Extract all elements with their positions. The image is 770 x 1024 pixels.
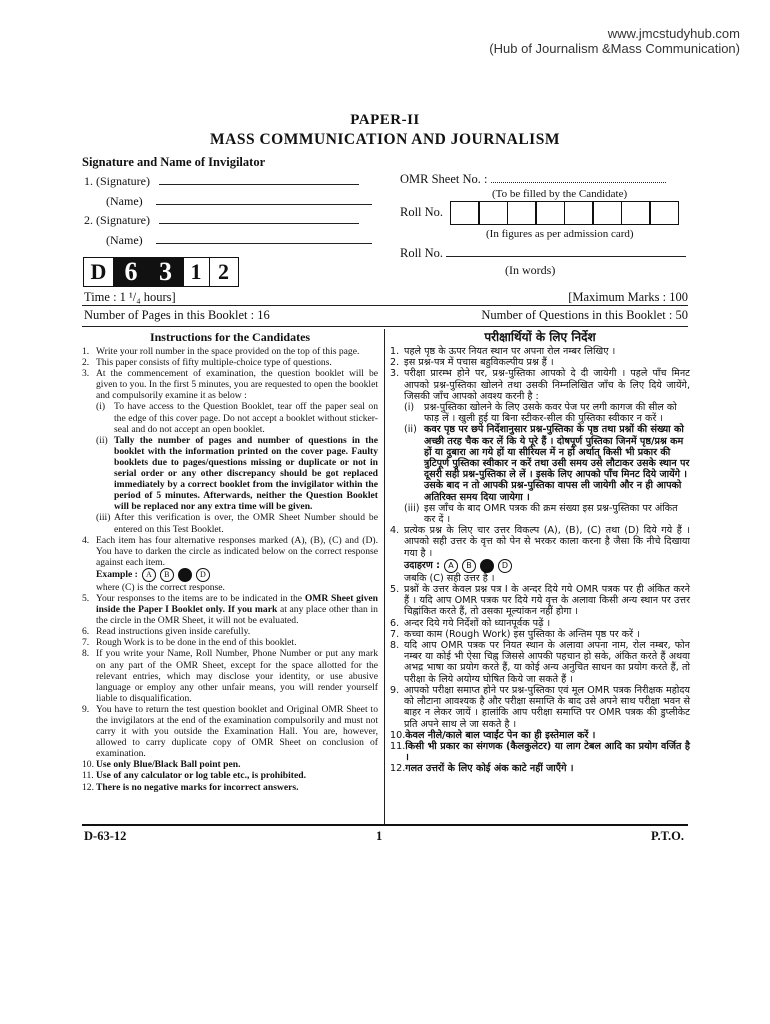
question-count: Number of Questions in this Booklet : 50 [481,308,688,322]
instruction-item: 2. This paper consists of fifty multiple-choice type of questions. [82,357,332,369]
instruction-item: 10. Use only Blue/Black Ball point pen. [82,759,241,771]
invigilator-signature-2: 2. (Signature) [84,213,359,228]
instruction-item: 7. कच्चा काम (Rough Work) इस पुस्तिका के अन्तिम पृष्ठ पर करें । [390,628,640,640]
roll-words-note: (In words) [505,263,556,277]
instruction-subitem: (i) To have access to the Question Booklet, tear off the paper seal on the edge of this cover page. Do not accept a booklet without sticker-seal and do not accept an open booklet. [96,401,378,435]
instruction-item: 9. आपको परीक्षा समाप्त होने पर प्रश्न-पुस्तिका एवं मूल OMR पत्रक निरीक्षक महोदय को लौटाना आवश्यक है और परीक्षा समाप्ति के बाद उसे अपने साथ परीक्षा भवन से बाहर न लेकर जायें । हालांकि आप परीक्षा समाप्ति पर OMR पत्रक की डुप्लीकेट प्रति अपने साथ ले जा सकते है । [390,684,690,730]
instruction-item: 3. At the commencement of examination, the question booklet will be given to you. In the first 5 minutes, you are requested to open the booklet and compulsorily examine it as below : [82,368,378,402]
invigilator-signature-1: 1. (Signature) [84,174,359,189]
roll-box [507,201,537,225]
column-divider [384,329,385,824]
instruction-item: 8. यदि आप OMR पत्रक पर नियत स्थान के अलावा अपना नाम, रोल नम्बर, फोन नम्बर या कोई भी ऐसा चिह्न जिससे आपकी पहचान हो सके, अंकित करते हैं अथवा अभद्र भाषा का प्रयोग करते हैं, या कोई अन्य अनुचित साधन का प्रयोग करते हैं, तो परीक्षा के लिये अयोग्य घोषित किये जा सकते हैं । [390,640,690,685]
instruction-subitem: (iii) इस जाँच के बाद OMR पत्रक की क्रम संख्या इस प्रश्न-पुस्तिका पर अंकित कर दें । [404,502,678,526]
instruction-item: 3. परीक्षा प्रारम्भ होने पर, प्रश्न-पुस्तिका आपको दे दी जायेगी । पहले पाँच मिनट आपको प्रश्न-पुस्तिका खोलने तथा उसकी निम्नलिखित जाँच के लिए दिये जायेंगे, जिसकी जाँच आपको अवश्य करनी है : [390,368,690,402]
paper-subject: MASS COMMUNICATION AND JOURNALISM [210,131,560,148]
omr-note: (To be filled by the Candidate) [492,188,628,200]
answer-example-hindi: उदाहरण : A B D [404,559,690,573]
paper-code-boxes [84,257,239,287]
instruction-subitem: (ii) कवर पृष्ठ पर छपे निर्देशानुसार प्रश्न-पुस्तिका के पृष्ठ तथा प्रश्नों की संख्या को अच्छी तरह चैक कर लें कि ये पूरे हैं । दोषपूर्ण पुस्तिका जिनमें पृष्ठ/प्रश्न कम हों या दुबारा आ गये हों या सीरियल में न हों अर्थात् किसी भी प्रकार की त्रुटिपूर्ण पुस्तिका स्वीकार न करें तथा उसी समय उसे लौटाकर उसके स्थान पर दूसरी सही प्रश्न-पुस्तिका ले लें । इसके लिए आपको पाँच मिनट दिये जायेंगे । उसके बाद न तो आपकी प्रश्न-पुस्तिका वापस ली जायेगी और न ही आपको अतिरिक्त समय दिया जायेगा । [404,424,690,503]
english-instructions [82,330,378,793]
roll-number-note: (In figures as per admission card) [486,228,634,240]
roll-number-label: Roll No. [400,205,444,219]
footer-page-number: 1 [376,829,383,843]
instruction-item: 11. Use of any calculator or log table etc., is prohibited. [82,770,306,782]
instruction-item: 2. इस प्रश्न-पत्र में पचास बहुविकल्पीय प्रश्न हैं । [390,357,554,369]
omr-sheet-field: OMR Sheet No. : [400,172,666,187]
instruction-item: 5. Your responses to the items are to be indicated in the OMR Sheet given inside the Paper I Booklet only. If you mark at any place other than in the circle in the OMR Sheet, it will not be evaluated. [82,592,379,627]
example-note: where (C) is the correct response. [96,581,225,593]
site-url[interactable]: www.jmcstudyhub.com [607,26,740,41]
roll-box [621,201,651,225]
code-digit: 6 [113,257,149,287]
instruction-subitem: (i) प्रश्न-पुस्तिका खोलने के लिए उसके कवर पेज पर लगी कागज की सील को फाड़ लें । खुली हुई या बिना स्टीकर-सील की पुस्तिका स्वीकार न करें । [404,402,677,425]
instruction-item: 1. पहले पृष्ठ के ऊपर नियत स्थान पर अपना रोल नम्बर लिखिए । [390,346,616,357]
code-digit: 2 [209,257,239,287]
instruction-subitem: (iii) After this verification is over, the OMR Sheet Number should be entered on this Test Booklet. [96,512,378,535]
option-d-circle: D [498,559,512,573]
instruction-item: 4. प्रत्येक प्रश्न के लिए चार उत्तर विकल्प (A), (B), (C) तथा (D) दिये गये हैं । आपको सही उत्तर के वृत्त को पेन से भरकर काला करना है जैसा कि नीचे दिखाया गया है । [390,525,690,559]
maximum-marks: [Maximum Marks : 100 [568,290,688,304]
instruction-item: 7. Rough Work is to be done in the end of this booklet. [82,637,297,649]
roll-box [535,201,565,225]
instruction-item: 4. Each item has four alternative responses marked (A), (B), (C) and (D). You have to darken the circle as indicated below on the correct response against each item. [82,534,378,568]
instruction-item: 12. There is no negative marks for incorrect answers. [82,781,299,793]
answer-example: Example : A B D [96,568,378,582]
roll-box [564,201,594,225]
instruction-item: 5. प्रश्नों के उत्तर केवल प्रश्न पत्र I के अन्दर दिये गये OMR पत्रक पर ही अंकित करने हैं । यदि आप OMR पत्रक पर दिये गये वृत्त के अलावा किसी अन्य स्थान पर उत्तर चिह्नांकित करते हैं, तो उसका मूल्यांकन नहीं होगा । [390,584,690,618]
english-heading: Instructions for the Candidates [149,330,311,344]
footer-pto: P.T.O. [651,829,684,843]
roll-box [478,201,508,225]
roll-box [649,201,679,225]
code-digit: 3 [148,257,184,287]
invigilator-heading: Signature and Name of Invigilator [82,155,266,169]
instruction-item: 1. Write your roll number in the space provided on the top of this page. [82,346,360,357]
invigilator-name-2: (Name) [106,233,372,248]
roll-number-boxes [451,201,679,225]
instruction-item: 9. You have to return the test question booklet and Original OMR Sheet to the invigilators at the end of the examination compulsorily and must not carry it with you outside the Examination Hall. You are, however, allowed to carry duplicate copy of OMR Sheet on conclusion of examination. [82,703,378,760]
page-count: Number of Pages in this Booklet : 16 [84,308,270,322]
invigilator-name-1: (Name) [106,194,372,209]
instruction-subitem: (ii) Tally the number of pages and number of questions in the booklet with the information printed on the cover page. Faulty booklets due to pages/questions missing or duplicate or not in serial order or any other discrepancy should be got replaced immediately by a correct booklet from the invigilator within the period of 5 minutes. Afterwards, neither the Question Booklet will be replaced nor any extra time will be given. [96,434,378,513]
site-header [489,26,740,56]
hindi-heading: परीक्षार्थियों के लिए निर्देश [484,330,596,344]
instruction-item: 11. किसी भी प्रकार का संगणक (कैलकुलेटर) या लाग टेबल आदि का प्रयोग वर्जित है । [390,740,690,764]
exam-time: Time : 1 ¹/₄ hours] [84,290,176,304]
code-digit: 1 [182,257,210,287]
site-tagline: (Hub of Journalism &Mass Communication) [489,41,740,56]
option-d-circle: D [196,568,210,582]
hindi-instructions [390,330,690,775]
option-b-circle: B [160,568,174,582]
option-a-circle: A [444,559,458,573]
roll-box [450,201,480,225]
instruction-item: 12. गलत उत्तरों के लिए कोई अंक काटे नहीं जाएँगे । [390,763,574,775]
code-letter: D [83,257,115,287]
instruction-item: 8. If you write your Name, Roll Number, Phone Number or put any mark on any part of the OMR Sheet, except for the space allotted for the relevant entries, which may disclose your identity, or use abusive language or employ any other unfair means, you will render yourself liable to disqualification. [82,648,378,704]
roll-box [592,201,622,225]
divider [82,305,688,306]
footer-paper-code: D-63-12 [84,829,127,843]
paper-number: PAPER-II [350,112,420,128]
option-c-filled-circle [480,559,494,573]
example-note-hindi: जबकि (C) सही उत्तर है । [404,572,495,584]
option-c-filled-circle [178,568,192,582]
instruction-item: 6. अन्दर दिये गये निर्देशों को ध्यानपूर्वक पढ़ें । [390,617,551,629]
roll-number-words-field: Roll No. [400,246,686,261]
option-b-circle: B [462,559,476,573]
option-a-circle: A [142,568,156,582]
divider [82,326,688,327]
instruction-item: 10. केवल नीले/काले बाल प्वाईंट पेन का ही इस्तेमाल करें । [390,729,596,741]
page-footer [82,824,688,843]
instruction-item: 6. Read instructions given inside carefully. [82,626,251,638]
